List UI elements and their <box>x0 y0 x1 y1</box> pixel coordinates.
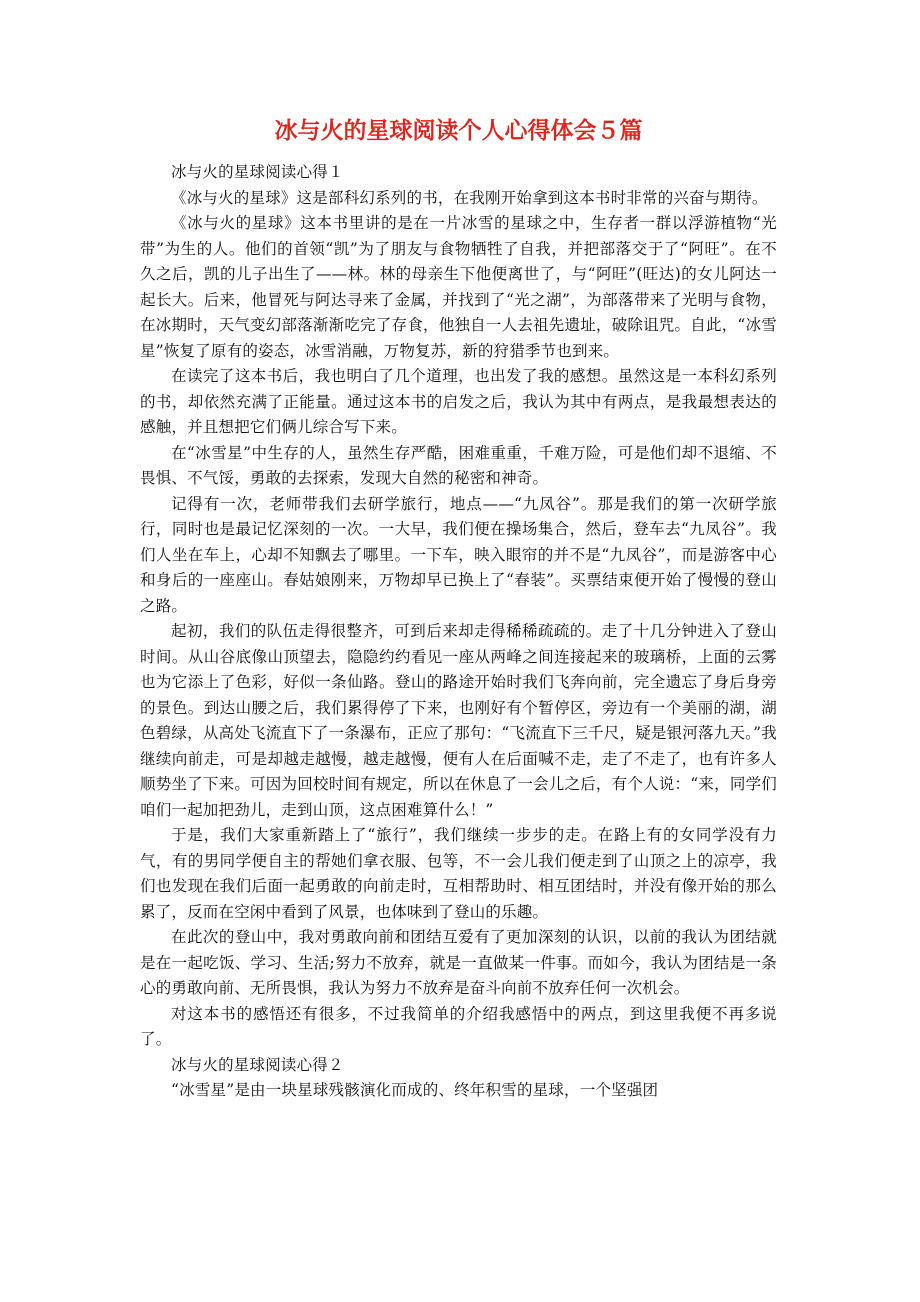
paragraph: 在“冰雪星”中生存的人，虽然生存严酷，困难重重，千难万险，可是他们却不退缩、不畏惧、不气馁，勇敢的去探索，发现大自然的秘密和神奇。 <box>140 443 777 487</box>
paragraph: 记得有一次，老师带我们去研学旅行，地点——“九凤谷”。那是我们的第一次研学旅行，同时也是最记忆深刻的一次。一大早，我们便在操场集合，然后，登车去“九凤谷”。我们人坐在车上，心却不知飘去了哪里。一下车，映入眼帘的并不是“九凤谷”，而是游客中心和身后的一座座山。春姑娘刚来，万物却早已换上了“春装”。买票结束便开始了慢慢的登山之路。 <box>140 494 777 615</box>
document-page <box>140 112 777 1104</box>
section-heading-2: 冰与火的星球阅读心得２ <box>171 1055 344 1074</box>
paragraph: 《冰与火的星球》这本书里讲的是在一片冰雪的星球之中，生存者一群以浮游植物“光带”为生的人。他们的首领“凯”为了朋友与食物牺牲了自我，并把部落交于了“阿旺”。在不久之后，凯的儿子出生了——林。林的母亲生下他便离世了，与“阿旺”(旺达)的女儿阿达一起长大。后来，他冒死与阿达寻来了金属，并找到了“光之湖”，为部落带来了光明与食物，在冰期时，天气变幻部落渐渐吃完了存食，他独自一人去祖先遗址，破除诅咒。自此，“冰雪星”恢复了原有的姿态，冰雪消融，万物复苏，新的狩猎季节也到来。 <box>140 214 777 360</box>
paragraph: 在此次的登山中，我对勇敢向前和团结互爱有了更加深刻的认识，以前的我认为团结就是在一起吃饭、学习、生活;努力不放弃，就是一直做某一件事。而如今，我认为团结是一条心的勇敢向前、无所畏惧，我认为努力不放弃是奋斗向前不放弃任何一次机会。 <box>140 928 777 997</box>
document-body <box>140 160 777 1104</box>
paragraph: 于是，我们大家重新踏上了“旅行”，我们继续一步步的走。在路上有的女同学没有力气，有的男同学便自主的帮她们拿衣服、包等，不一会儿我们便走到了山顶之上的凉亭，我们也发现在我们后面一起勇敢的向前走时，互相帮助时、相互团结时，并没有像开始的那么累了，反而在空闲中看到了风景，也体味到了登山的乐趣。 <box>140 826 777 921</box>
document-title: 冰与火的星球阅读个人心得体会５篇 <box>274 117 643 144</box>
section-heading-1: 冰与火的星球阅读心得１ <box>171 163 344 181</box>
paragraph: “冰雪星”是由一块星球残骸演化而成的、终年积雪的星球，一个坚强团 <box>171 1081 659 1099</box>
paragraph: 《冰与火的星球》这是部科幻系列的书，在我刚开始拿到这本书时非常的兴奋与期待。 <box>171 188 768 207</box>
paragraph: 在读完了这本书后，我也明白了几个道理，也出发了我的感想。虽然这是一本科幻系列的书，却依然充满了正能量。通过这本书的启发之后，我认为其中有两点，是我最想表达的感触，并且想把它们俩儿综合写下来。 <box>140 367 777 436</box>
paragraph: 对这本书的感悟还有很多，不过我简单的介绍我感悟中的两点，到这里我便不再多说了。 <box>140 1004 777 1048</box>
paragraph: 起初，我们的队伍走得很整齐，可到后来却走得稀稀疏疏的。走了十几分钟进入了登山时间。从山谷底像山顶望去，隐隐约约看见一座从两峰之间连接起来的玻璃桥，上面的云雾也为它添上了色彩，好似一条仙路。登山的路途开始时我们飞奔向前，完全遗忘了身后身旁的景色。到达山腰之后，我们累得停了下来，也刚好有个暂停区，旁边有一个美丽的湖，湖色碧绿，从高处飞流直下了一条瀑布，正应了那句：“飞流直下三千尺，疑是银河落九天。”我继续向前走，可是却越走越慢，越走越慢，便有人在后面喊不走，走了不走了，也有许多人顺势坐了下来。可因为回校时间有规定，所以在休息了一会儿之后，有个人说：“来，同学们咱们一起加把劲儿，走到山顶，这点困难算什么！” <box>140 622 777 819</box>
